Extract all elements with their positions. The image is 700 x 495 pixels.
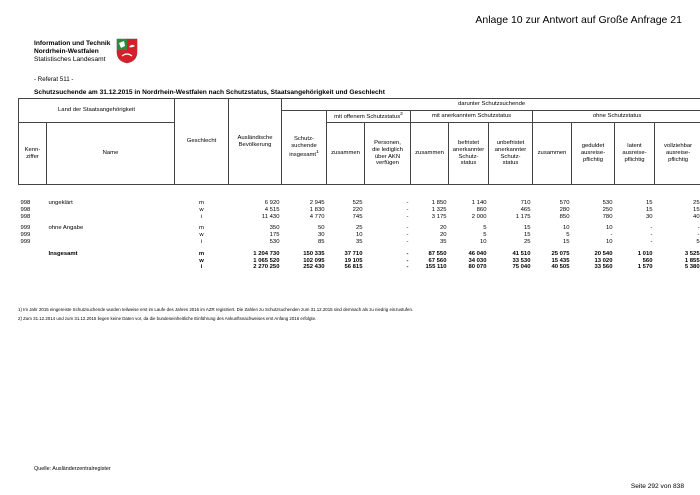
value-cell: 41 510 — [512, 250, 531, 257]
value-cell: 1 175 — [515, 213, 531, 220]
geschlecht-cell: i — [200, 238, 203, 245]
value-cell: 1 140 — [471, 200, 487, 206]
geschlecht-cell: m — [199, 200, 204, 206]
value-cell: 19 105 — [344, 257, 363, 264]
header-kennziffer: Kenn- ziffer — [19, 123, 47, 185]
table-row — [19, 214, 700, 221]
nrw-coat-of-arms-icon — [116, 38, 138, 64]
value-cell: 10 — [605, 225, 613, 232]
kennziffer-cell: 999 — [20, 238, 31, 245]
value-cell: - — [406, 200, 409, 206]
value-cell: 30 — [645, 213, 653, 220]
name-cell — [47, 239, 175, 246]
value-cell: 10 — [479, 238, 487, 245]
value-cell: 30 — [317, 232, 325, 239]
table-row — [19, 225, 700, 232]
value-cell: 220 — [352, 206, 363, 213]
value-cell: 4 770 — [309, 213, 325, 220]
value-cell: 780 — [602, 213, 613, 220]
page-number: Seite 292 von 838 — [630, 483, 684, 490]
value-cell: 10 — [355, 232, 363, 239]
organization-name — [34, 40, 110, 64]
value-cell: - — [406, 250, 409, 257]
value-cell: 5 380 — [684, 264, 700, 271]
value-cell: 350 — [269, 225, 280, 232]
value-cell: 20 — [439, 232, 447, 239]
kennziffer-cell: 999 — [20, 232, 31, 239]
value-cell: 1 830 — [309, 206, 325, 213]
geschlecht-cell: m — [198, 250, 205, 257]
value-cell: 250 — [602, 206, 613, 213]
header-befristet: befristet anerkannter Schutz- status — [449, 123, 489, 185]
geschlecht-cell: i — [200, 213, 203, 220]
value-cell: 525 — [352, 200, 363, 206]
value-cell: 33 530 — [512, 257, 531, 264]
value-cell: 175 — [269, 232, 280, 239]
value-cell: 4 515 — [264, 206, 280, 213]
value-cell: 5 — [483, 225, 487, 232]
kennziffer-cell: 998 — [20, 213, 31, 220]
value-cell: 67 560 — [428, 257, 447, 264]
name-cell — [47, 258, 175, 265]
value-cell: 252 430 — [303, 264, 325, 271]
value-cell: 280 — [559, 206, 570, 213]
kennziffer-cell — [19, 251, 47, 258]
value-cell: 10 — [605, 238, 613, 245]
header-auslaendische-bevoelkerung: Ausländische Bevölkerung — [229, 99, 282, 185]
org-line-2: Nordrhein-Westfalen — [34, 48, 99, 55]
name-cell — [47, 264, 175, 271]
value-cell: 15 435 — [551, 257, 570, 264]
table-body — [19, 185, 700, 272]
value-cell: - — [406, 206, 409, 213]
table-row — [19, 207, 700, 214]
value-cell: 6 920 — [264, 200, 280, 206]
value-cell: 3 175 — [431, 213, 447, 220]
name-cell: ungeklärt — [48, 200, 73, 206]
value-cell: 35 — [439, 238, 447, 245]
header-unbefristet: unbefristet anerkannter Schutz- status — [489, 123, 533, 185]
geschlecht-cell: w — [199, 232, 204, 239]
value-cell: 1 325 — [431, 206, 447, 213]
value-cell: 80 070 — [468, 264, 487, 271]
value-cell: 3 525 — [684, 250, 700, 257]
value-cell: - — [406, 238, 409, 245]
value-cell: 85 — [317, 238, 325, 245]
value-cell: - — [406, 213, 409, 220]
value-cell: 2 270 250 — [253, 264, 280, 271]
name-cell: ohne Angabe — [48, 225, 84, 232]
value-cell: 5 — [696, 238, 700, 245]
value-cell: 25 075 — [551, 250, 570, 257]
statistics-table — [18, 98, 700, 271]
table-row — [19, 264, 700, 271]
value-cell: 1 850 — [431, 200, 447, 206]
value-cell: 860 — [476, 206, 487, 213]
value-cell: 25 — [355, 225, 363, 232]
table-row — [19, 232, 700, 239]
value-cell: 2 945 — [309, 200, 325, 206]
header-personen-akn: Personen, die lediglich über AKN verfügen — [365, 123, 411, 185]
source-note: Quelle: Ausländerzentralregister — [34, 466, 111, 472]
value-cell: 34 030 — [468, 257, 487, 264]
table-row — [19, 200, 700, 207]
header-darunter-schutzsuchende: darunter Schutzsuchende — [282, 99, 700, 111]
value-cell: 745 — [352, 213, 363, 220]
value-cell: 25 — [693, 200, 700, 206]
value-cell: - — [650, 225, 653, 232]
value-cell: 35 — [355, 238, 363, 245]
value-cell: 10 — [562, 225, 570, 232]
table-row — [19, 258, 700, 265]
value-cell: 1 204 730 — [253, 250, 280, 257]
table-row — [19, 239, 700, 246]
header-vollziehbar: vollziehbar ausreise- pflichtig — [655, 123, 700, 185]
value-cell: - — [610, 232, 613, 239]
table-title: Schutzsuchende am 31.12.2015 in Nordrhein-Westfalen nach Schutzstatus, Staatsangehörigkeit und Geschlecht — [34, 89, 385, 96]
header-offen-zusammen: zusammen — [327, 123, 365, 185]
header-name: Name — [47, 123, 175, 185]
geschlecht-cell: w — [199, 257, 204, 264]
department-reference: - Referat 511 - — [34, 76, 74, 83]
value-cell: 33 560 — [594, 264, 613, 271]
value-cell: 530 — [269, 238, 280, 245]
value-cell: 2 000 — [471, 213, 487, 220]
value-cell: 87 550 — [428, 250, 447, 257]
value-cell: 40 — [693, 213, 700, 220]
value-cell: 1 065 520 — [253, 257, 280, 264]
value-cell: 15 — [523, 225, 531, 232]
value-cell: 150 335 — [303, 250, 325, 257]
header-country: Land der Staatsangehörigkeit — [19, 99, 175, 123]
header-offener-schutzstatus: mit offenem Schutzstatus$^2$ — [327, 111, 411, 123]
value-cell: 850 — [559, 213, 570, 220]
value-cell: 13 020 — [594, 257, 613, 264]
header-latent: latent ausreise- pflichtig — [615, 123, 655, 185]
value-cell: 11 430 — [261, 213, 280, 220]
geschlecht-cell: i — [200, 264, 203, 271]
kennziffer-cell — [19, 258, 47, 265]
name-cell — [47, 232, 175, 239]
value-cell: 25 — [523, 238, 531, 245]
value-cell: 37 710 — [344, 250, 363, 257]
value-cell: 15 — [523, 232, 531, 239]
header-anerkannt-zusammen: zusammen — [411, 123, 449, 185]
value-cell: 15 — [562, 238, 570, 245]
footnote-2: 2) Zum 31.12.2014 und zum 31.12.2015 liegen keine Daten vor, da die bundeseinheitliche Einführung des Ankunftsnachweises erst Anfang 2016 erfolgte. — [18, 316, 317, 321]
value-cell: - — [406, 264, 409, 271]
footnote-1: 1) Im Jahr 2015 eingereiste Schutzsuchende wurden teilweise erst im Laufe des Jahres 2016 im AZR registriert. Die Zahlen zu Schutzsuchenden zum 31.12.2015 sind demnach als zu niedrig einzustufen. — [18, 307, 414, 312]
geschlecht-cell: m — [199, 225, 204, 232]
value-cell: 20 — [439, 225, 447, 232]
value-cell: 46 040 — [468, 250, 487, 257]
value-cell: 50 — [317, 225, 325, 232]
value-cell: 465 — [520, 206, 531, 213]
value-cell: 20 540 — [594, 250, 613, 257]
org-line-3: Statistisches Landesamt — [34, 56, 106, 63]
value-cell: 40 505 — [551, 264, 570, 271]
header-schutzsuchende-insgesamt: Schutz- suchende insgesamt$^1$ — [282, 111, 327, 185]
kennziffer-cell: 998 — [20, 200, 31, 206]
value-cell: 1 855 — [684, 257, 700, 264]
geschlecht-cell: w — [199, 206, 204, 213]
value-cell: 1 570 — [637, 264, 653, 271]
value-cell: 15 — [645, 206, 653, 213]
kennziffer-cell: 998 — [20, 206, 31, 213]
name-cell — [47, 214, 175, 221]
value-cell: 560 — [642, 257, 653, 264]
kennziffer-cell — [19, 264, 47, 271]
value-cell: - — [650, 238, 653, 245]
value-cell: 75 040 — [512, 264, 531, 271]
value-cell: 570 — [559, 200, 570, 206]
header-geschlecht: Geschlecht — [175, 99, 229, 185]
header-ohne-zusammen: zusammen — [533, 123, 572, 185]
value-cell: 530 — [602, 200, 613, 206]
name-cell — [47, 207, 175, 214]
value-cell: 710 — [520, 200, 531, 206]
header-ohne-schutzstatus: ohne Schutzstatus — [533, 111, 700, 123]
value-cell: - — [697, 232, 700, 239]
value-cell: 5 — [566, 232, 570, 239]
kennziffer-cell: 999 — [20, 225, 31, 232]
header-anerkannter-schutzstatus: mit anerkanntem Schutzstatus — [411, 111, 533, 123]
value-cell: 155 110 — [425, 264, 447, 271]
value-cell: 56 815 — [344, 264, 363, 271]
value-cell: - — [650, 232, 653, 239]
value-cell: 1 010 — [637, 250, 653, 257]
value-cell: - — [406, 225, 409, 232]
value-cell: 15 — [645, 200, 653, 206]
value-cell: - — [697, 225, 700, 232]
value-cell: 102 095 — [303, 257, 325, 264]
value-cell: 5 — [483, 232, 487, 239]
table-row — [19, 251, 700, 258]
value-cell: - — [406, 257, 409, 264]
name-cell: Insgesamt — [48, 250, 78, 257]
header-geduldet: geduldet ausreise- pflichtig — [572, 123, 615, 185]
org-line-1: Information und Technik — [34, 40, 111, 47]
document-annex-label: Anlage 10 zur Antwort auf Große Anfrage 21 — [475, 14, 682, 26]
value-cell: - — [406, 232, 409, 239]
value-cell: 15 — [693, 206, 700, 213]
